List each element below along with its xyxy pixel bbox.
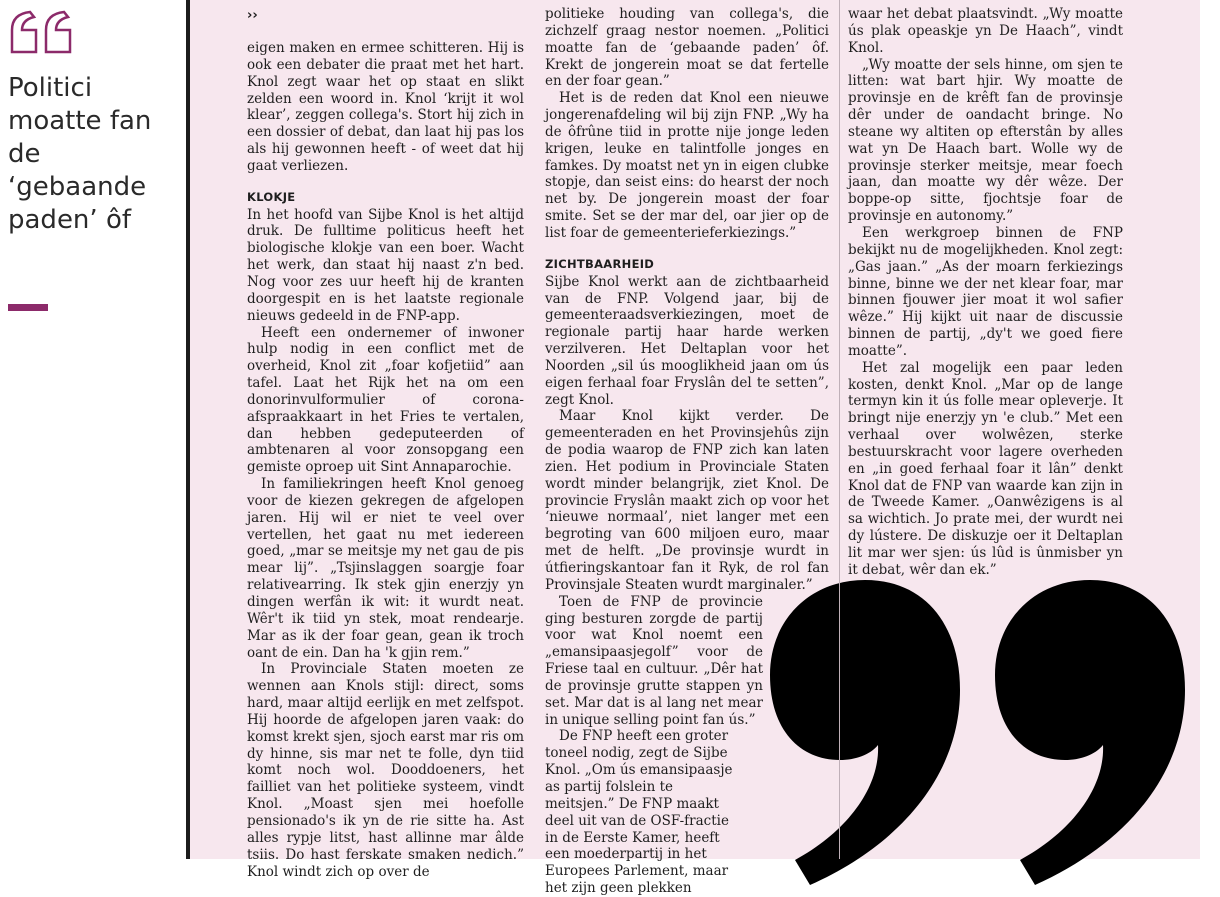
column-3 bbox=[848, 6, 1123, 579]
paragraph: In Provinciale Staten moeten ze wennen aan Knols stijl: direct, soms hard, maar altijd eerlijk en met zelfspot. Hij hoorde de afgelopen jaren vaak: do komst krekt sjen, sjoch earst mar ris om dy hinne, sis mar net te folle, dyn tiid komt noch wol. Dooddoeners, het failliet van het politieke systeem, vindt Knol. „Moast sjen mei hoefolle pensionado's ik yn de rie sitte ha. Ast alles rypje litst, hast allinne mar âlde tsiis. Do hast ferskate smaken nedich.” Knol windt zich op over de bbox=[247, 661, 524, 880]
paragraph: Een werkgroep binnen de FNP bekijkt nu de mogelijkheden. Knol zegt: „Gas jaan.” „As der moarn ferkiezings binne, binne we der net klear foar, mar binnen fjouwer jier moat it wol safier wêze.” Hij kijkt uit naar de discussie binnen de partij, „dy't we goed fiere moatte”. bbox=[848, 224, 1123, 359]
continuation-mark: ›› bbox=[247, 8, 258, 23]
paragraph: Heeft een ondernemer of inwoner hulp nodig in een conflict met de overheid, Knol zit „foar kofjetiid” aan tafel. Laat het Rijk het na om een donorinvulformulier of corona-afspraakkaart in het Fries te vertalen, dan hebben gedeputeerden of ambtenaren al voor zonsopgang een gemiste oproep uit Sint Annaparochie. bbox=[247, 324, 524, 476]
paragraph: In het hoofd van Sijbe Knol is het altijd druk. De fulltime politicus heeft het biologische klokje van een boer. Wacht het werk, dan staat hij naast z'n bed. Nog voor zes uur heeft hij de kranten doorgespit en is het laatste regionale nieuws gedeeld in de FNP-app. bbox=[247, 206, 524, 324]
paragraph: Het zal mogelijk een paar leden kosten, denkt Knol. „Mar op de lange termyn kin it ús folle mear opleverje. It bringt nije enerzjy yn 'e club.” Met een verhaal over wolwêzen, sterke bestuurskracht voor lagere overheden en „in goed ferhaal foar it lân” denkt Knol dat de FNP van waarde kan zijn in de Tweede Kamer. „Oanwêzigens is al sa wichtich. Jo prate mei, der wurdt nei dy lústere. De diskuzje oer it Deltaplan lit mar wer sjen: ús lûd is ûnmisber yn it debat, wêr dan ek.” bbox=[848, 359, 1123, 578]
sidebar bbox=[0, 0, 186, 859]
paragraph: „Wy moatte der sels hinne, om sjen te litten: wat bart hjir. Wy moatte de provinsje en de krêft fan de provinsje dêr under de oandacht bringe. No steane wy altiten op efterstân by alles wat yn De Haach bart. Wolle wy de provinsje sterker meitsje, mear foech jaan, dan moatte wy dêr wêze. Der boppe-op sitte, fjochtsje foar de provinsje en autonomy.” bbox=[848, 56, 1123, 225]
pull-quote: Politici moatte fan de ‘gebaande paden’ ôf bbox=[8, 73, 152, 235]
column-rule bbox=[839, 0, 840, 859]
accent-bar bbox=[8, 304, 48, 311]
paragraph: De FNP heeft een groter toneel nodig, zegt de Sijbe Knol. „Om ús emansipaasje as partij folslein te meitsjen.” De FNP maakt deel uit van de OSF-fractie in de Eerste Kamer, heeft een moederpartij in het Europees Parlement, maar het zijn geen plekken bbox=[545, 728, 733, 897]
article-body bbox=[190, 0, 1200, 897]
column-1 bbox=[247, 40, 524, 880]
paragraph: Sijbe Knol werkt aan de zichtbaarheid van de FNP. Volgend jaar, bij de gemeenteraadsverkiezingen, moet de regionale partij haar harde werken verzilveren. Het Deltaplan voor het Noorden „sil ús mooglikheid jaan om ús eigen ferhaal foar Fryslân del te setten”, zegt Knol. bbox=[545, 273, 829, 408]
paragraph: Toen de FNP de provincie ging besturen zorgde de partij voor wat Knol noemt een „emansipaasjegolf” voor de Friese taal en cultuur. „Dêr hat de provinsje grutte stappen yn set. Mar dat is al lang net mear in unique selling point fan ús.” bbox=[545, 593, 763, 728]
paragraph: politieke houding van collega's, die zichzelf graag nestor noemen. „Politici moatte fan de ‘gebaande paden’ ôf. Krekt de jongerein moat se dat fertelle en der foar gean.” bbox=[545, 6, 829, 90]
paragraph: eigen maken en ermee schitteren. Hij is ook een debater die praat met het hart. Knol zegt waar het op staat en slikt zelden een woord in. Knol ‘krijt it wol klear’, zeggen collega's. Stort hij zich in een dossier of debat, dan laat hij pas los als hij gewonnen heeft - of weet dat hij gaat verliezen. bbox=[247, 40, 524, 174]
paragraph: Maar Knol kijkt verder. De gemeenteraden en het Provinsjehûs zijn de podia waarop de FNP zich kan laten zien. Het podium in Provinciale Staten wordt minder belangrijk, ziet Knol. De provincie Fryslân maakt zich op voor het ‘nieuwe normaal’, niet langer met een begroting van 600 miljoen euro, maar met de helft. „De provinsje wurdt in útfieringskantoar fan it Ryk, de rol fan Provinsjale Steaten wurdt marginaler.” bbox=[545, 408, 829, 593]
column-2 bbox=[545, 6, 829, 897]
paragraph: Het is de reden dat Knol een nieuwe jongerenafdeling wil bij zijn FNP. „Wy ha de ôfrûne tiid in protte nije jonge leden krigen, leuke en talintfolle jonges en famkes. Dy moatst net yn in eigen clubke stopje, dan seist eins: do hearst der noch net by. De jongerein moast der foar smite. Set se der mar del, oar jier op de list foar de gemeenterieferkiezings.” bbox=[545, 90, 829, 241]
paragraph: waar het debat plaatsvindt. „Wy moatte ús plak opeaskje yn De Haach”, vindt Knol. bbox=[848, 6, 1123, 56]
paragraph: In familiekringen heeft Knol genoeg voor de kiezen gekregen de afgelopen jaren. Hij wil er niet te veel over vertellen, het gaat nu met iedereen goed, „mar se meitsje my net gau de pis mear lij”. „Tsjinslaggen soargje foar relativearring. Ik stek gjin enerzjy yn dingen werfân ik wit: it wurdt neat. Wêr't ik tiid yn stek, moat rendearje. Mar as ik der foar gean, gean ik troch oant de ein. Dan ha 'k gjin rem.” bbox=[247, 476, 524, 661]
section-heading-zichtbaarheid: ZICHTBAARHEID bbox=[545, 256, 655, 271]
open-quote-icon bbox=[8, 8, 76, 56]
section-heading-klokje: KLOKJE bbox=[247, 189, 296, 204]
